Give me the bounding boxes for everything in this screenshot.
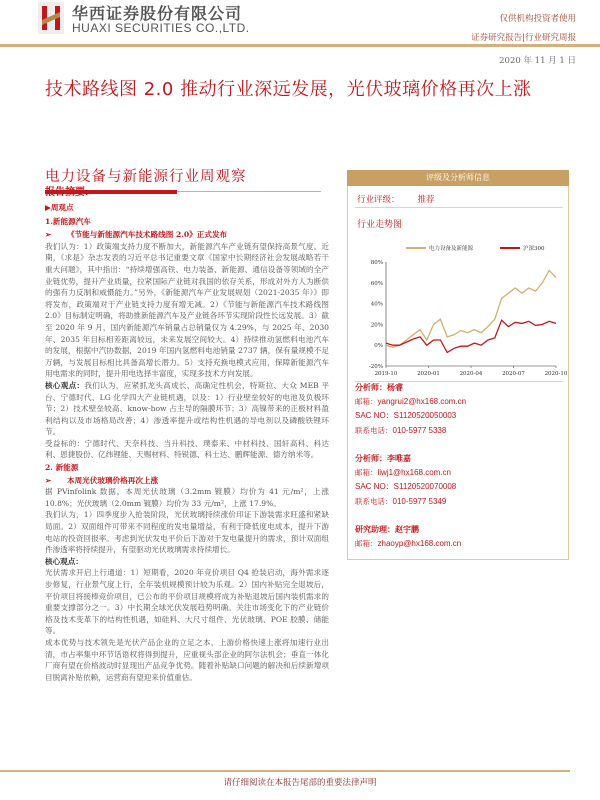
analyst-role: 分析师：: [355, 453, 387, 463]
core-label: 核心观点：: [45, 380, 85, 390]
section-1-subheading-text: 《节能与新能源汽车技术路线图 2.0》正式发布: [67, 230, 228, 240]
email-label: 邮箱：: [355, 467, 378, 477]
weekly-view-label: ▶周观点: [45, 203, 74, 212]
analyst-name: 李唯嘉: [387, 453, 411, 463]
email-label: 邮箱：: [355, 538, 378, 548]
analyst-email[interactable]: liwj1@hx168.com.cn: [377, 467, 451, 477]
report-date: 2020 年 11 月 1 日: [499, 56, 576, 66]
analyst-name: 杨睿: [387, 382, 403, 392]
x-tick-label: 2020-01: [417, 371, 440, 377]
report-title: 技术路线图 2.0 推动行业深远发展，光伏玻璃价格再次上涨: [45, 79, 532, 100]
analyst-name: 赵宇鹏: [395, 524, 419, 534]
phone-label: 联系电话：: [355, 496, 393, 506]
analyst-sac: S1120520070008: [393, 482, 457, 491]
analyst-role: 分析师：: [355, 382, 387, 392]
analyst-2: [355, 451, 565, 509]
series-line-0: [386, 270, 556, 347]
rating-value: 推荐: [417, 195, 435, 205]
analyst-list: [355, 380, 565, 551]
y-tick-label: -20%: [368, 364, 383, 370]
chart-title: 行业走势图: [357, 220, 403, 230]
report-type: 证券研究报告|行业研究周报: [471, 33, 576, 43]
y-tick-label: 60%: [370, 280, 383, 287]
analyst-role: 研究助理：: [355, 524, 395, 534]
section-1-core: [45, 380, 329, 438]
header-divider: [0, 44, 600, 47]
email-label: 邮箱：: [355, 396, 378, 406]
section-1-subheading: ➢ 《节能与新能源汽车技术路线图 2.0》正式发布: [45, 230, 228, 240]
rating-analyst-header: 评级及分析师信息: [347, 170, 569, 186]
section-2-paragraph-3: 光伏需求开启上行通道：1）短期看，2020 年竞价项目 Q4 抢装启动，海外需求逐步修复，行业景气度上行，全年装机规模预计较为乐观。2）国内补贴完全退坡后，平价项目将接棒竞价项目，已公布的平价项目规模将成为补贴退坡后国内装机需求的重要支撑部分之一。3）中长期全球光伏发展趋势明确。关注市场变化下的产业链价格及技术变革下的结构性机遇，如硅料、大尺寸组件、光伏玻璃、POE 胶膜、储能等。: [45, 568, 329, 636]
y-tick-label: 40%: [370, 301, 383, 308]
legal-notice: 请仔细阅读在本报告尾部的重要法律声明: [223, 778, 377, 788]
section-2-paragraph-2: 我们认为，1）四季度步入抢装阶段，光伏玻璃持续涨价印证下游装需求旺盛和紧缺局面。2）双面组件可带来不同程度的发电量增益，有利于降低度电成本，提升下游电站的投资回报率。考虑到光伏发电平价后下游对于发电量提升的需求，预计双面组件渗透率将持续提升，有望驱动光伏玻璃需求持续增长。: [45, 510, 329, 555]
company-name-cn: 华西证券股份有限公司: [72, 4, 243, 23]
section-2-subheading-text: 本周光伏玻璃价格再次上涨: [67, 475, 159, 485]
section-2-core-label: 核心观点：: [45, 556, 83, 566]
legend-label-0: 电力设备及新能源: [429, 246, 474, 252]
legend-label-1: 沪深300: [523, 246, 545, 252]
section-1-core-text: 我们认为，应紧抓龙头高成长、高确定性机会，特斯拉、大众 MEB 平台、宁德时代、LG 化学四大产业链机遇，以及：1）行业壁垒较好的电池及负极环节；2）技术壁垒较高、know-how 占主导的隔膜环节；3）高镍带来的正极材料盈利结构以及市场格局改善；4）渗透率提升或结构性机遇的导电剂以及磷酸铁锂环节。: [45, 380, 329, 437]
industry-rating: [357, 193, 435, 205]
x-tick-label: 2020-10: [544, 371, 568, 377]
analyst-sac: S1120520050003: [393, 411, 457, 420]
sac-label: SAC NO：: [355, 411, 394, 420]
sac-label: SAC NO：: [355, 482, 394, 491]
y-tick-label: 0%: [374, 343, 383, 350]
audience-note: 仅供机构投资者使用: [499, 14, 576, 24]
analyst-email[interactable]: zhaoyp@hx168.com.cn: [377, 538, 462, 548]
x-tick-label: 2020-04: [459, 371, 483, 377]
x-tick-label: 2020-07: [502, 371, 525, 377]
report-subtitle: 电力设备与新能源行业周观察: [45, 169, 247, 185]
section-1-beneficiaries: 受益标的：宁德时代、天奈科技、当升科技、璞泰来、中材科技、国轩高科、科达利、恩捷股份、亿纬锂能、天赐材料、特锐德、科士达、鹏辉能源、德方纳米等。: [45, 438, 329, 460]
rating-divider: [355, 207, 563, 208]
analyst-email[interactable]: yangrui2@hx168.com.cn: [377, 396, 467, 406]
huaxi-logo: [38, 2, 64, 34]
section-2-paragraph-1: 据 PVinfolink 数据，本周光伏玻璃（3.2mm 镀膜）均价为 41 元/m²，上涨 10.8%；光伏玻璃（2.0mm 镀膜）均价为 33 元/m²，上涨 17.9%。: [45, 487, 329, 508]
x-tick-label: 2019-10: [374, 371, 398, 377]
phone-label: 联系电话：: [355, 425, 393, 435]
section-1-heading: 1.新能源汽车: [45, 216, 91, 226]
analyst-phone: 010-5977 5349: [392, 496, 447, 506]
section-2-heading: 2. 新能源: [45, 463, 79, 473]
section-2-subheading: ➢ 本周光伏玻璃价格再次上涨: [45, 475, 159, 485]
footer-divider: [0, 770, 570, 772]
analyst-1: [355, 380, 565, 438]
y-tick-label: 20%: [370, 322, 383, 329]
section-2-paragraph-4: 成本优势与技术领先是光伏产品企业的立足之本，上游价格快速上涨将加速行业出清，市占率集中环节话语权将得到提升，应重视头部企业的阿尔法机会；垂直一体化厂商有望在价格波动时显现出产品竞争优势。随着补贴缺口问题的解决和后续新增项目脱离补贴依赖，运营商有望迎来价值重估。: [45, 637, 329, 682]
company-name-en: HUAXI SECURITIES CO.,LTD.: [72, 21, 250, 35]
summary-column: [45, 187, 329, 683]
y-tick-label: 80%: [370, 260, 383, 266]
analyst-phone: 010-5977 5338: [392, 425, 447, 435]
summary-heading: 报告摘要:: [45, 187, 89, 198]
section-1-paragraph: 我们认为：1）政策端支持力度不断加大，新能源汽车产业链有望保持高景气度。近期，《求是》杂志发表的习近平总书记重要文章《国家中长期经济社会发展战略若干重大问题》，其中指出：“持续增强高铁、电力装备、新能源、通信设备等领域的全产业链优势，提升产业质量，拉紧国际产业链对我国的依存关系，形成对外方人为断供的强有力反制和威慑能力。”另外，《新能源汽车产业发展规划（2021-2035 年）》即将发布，政策端对于产业链支持力度有增无减。2）《节能与新能源汽车技术路线图 2.0》目标制定明确，将助推新能源汽车及产业链各环节实现阶段性长远发展。3）截至 2020 年 9 月，国内新能源汽车销量占总销量仅为 4.29%，与 2025 年、2030 年、2035 年目标相差距离较远，未来发展空间较大。4）持续推动氢燃料电池汽车的发展，根据中汽协数据，2019 年国内氢燃料电池销量 2737 辆，保有量规模不足万辆，与发展目标相比具备高增长潜力。5）支持充换电模式应用，保障新能源汽车用电需求的同时，提升用电选择丰富度，实现多技术方向发展。: [45, 241, 329, 379]
rating-label: 行业评级：: [357, 195, 400, 205]
research-assistant: [355, 522, 565, 551]
industry-trend-chart: [350, 240, 568, 380]
